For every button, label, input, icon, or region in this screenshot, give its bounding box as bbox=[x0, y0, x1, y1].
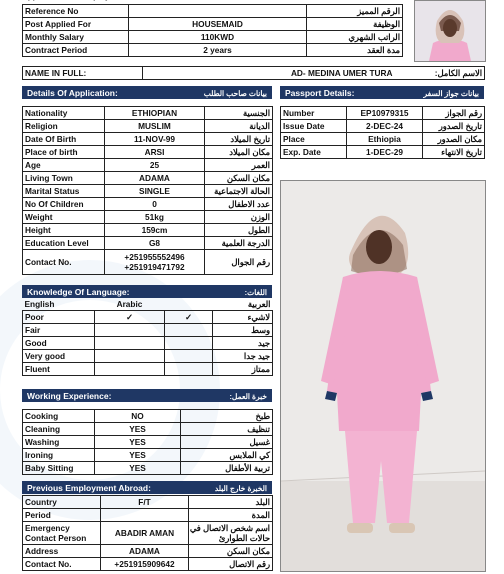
portrait-photo-full bbox=[280, 180, 486, 572]
language-level-label-ar: لاشيء bbox=[213, 311, 273, 324]
field-label-ar: الطول bbox=[205, 224, 273, 237]
prev-contact-value: +251915909642 bbox=[101, 558, 189, 571]
field-label: No Of Children bbox=[23, 198, 105, 211]
name-label: NAME IN FULL: bbox=[23, 67, 143, 80]
field-label: Religion bbox=[23, 120, 105, 133]
contact-values bbox=[105, 250, 205, 275]
table-row bbox=[23, 558, 273, 571]
field-label: Nationality bbox=[23, 107, 105, 120]
reference-label: Reference No bbox=[23, 5, 129, 18]
field-label: Age bbox=[23, 159, 105, 172]
language-level-label: Poor bbox=[23, 311, 95, 324]
table-row bbox=[23, 449, 273, 462]
emergency-label-1: Emergency bbox=[25, 523, 70, 533]
field-value: F/T bbox=[101, 496, 189, 509]
field-label-ar: مكان الميلاد bbox=[205, 146, 273, 159]
language-level-label: Fair bbox=[23, 324, 95, 337]
field-value bbox=[101, 509, 189, 522]
table-row bbox=[23, 172, 273, 185]
field-value: 25 bbox=[105, 159, 205, 172]
salary-label-ar: الراتب الشهري bbox=[307, 31, 403, 44]
contract-label-ar: مدة العقد bbox=[307, 44, 403, 57]
field-label-ar: تاريخ الميلاد bbox=[205, 133, 273, 146]
language-level-label-ar: جيد جدا bbox=[213, 350, 273, 363]
previous-title-ar: الخبرة خارج البلد bbox=[214, 484, 267, 493]
table-row bbox=[281, 120, 485, 133]
field-label-ar: تاريخ الانتهاء bbox=[423, 146, 485, 159]
english-check bbox=[95, 363, 165, 376]
field-value: YES bbox=[95, 449, 181, 462]
field-label-ar: تربية الأطفال bbox=[181, 462, 273, 475]
table-row bbox=[23, 250, 273, 275]
english-check bbox=[95, 324, 165, 337]
field-value: YES bbox=[95, 462, 181, 475]
language-title: Knowledge Of Language: bbox=[27, 287, 130, 297]
previous-title: Previous Employment Abroad: bbox=[27, 483, 151, 493]
prev-contact-label: Contact No. bbox=[23, 558, 101, 571]
address-value: ADAMA bbox=[101, 545, 189, 558]
emergency-label-ar bbox=[189, 522, 273, 545]
table-row bbox=[23, 545, 273, 558]
table-row bbox=[281, 146, 485, 159]
portrait-full-illustration bbox=[281, 181, 485, 571]
field-value: 51kg bbox=[105, 211, 205, 224]
field-label: Place of birth bbox=[23, 146, 105, 159]
field-label: Height bbox=[23, 224, 105, 237]
table-row bbox=[23, 423, 273, 436]
field-value: 2-DEC-24 bbox=[347, 120, 423, 133]
table-row bbox=[23, 298, 273, 311]
table-row bbox=[23, 146, 273, 159]
emergency-label bbox=[23, 522, 101, 545]
field-label: Ironing bbox=[23, 449, 95, 462]
english-check bbox=[95, 350, 165, 363]
field-label-ar: المدة bbox=[189, 509, 273, 522]
passport-title: Passport Details: bbox=[285, 88, 355, 98]
language-col-ar: العربية bbox=[247, 299, 271, 309]
field-label-ar: مكان السكن bbox=[205, 172, 273, 185]
field-label: Issue Date bbox=[281, 120, 347, 133]
table-row bbox=[23, 5, 403, 18]
address-label-ar: مكان السكن bbox=[189, 545, 273, 558]
field-value: ETHIOPIAN bbox=[105, 107, 205, 120]
field-value: 0 bbox=[105, 198, 205, 211]
name-value: AD- MEDINA UMER TURA bbox=[143, 67, 395, 80]
table-row bbox=[281, 133, 485, 146]
field-label: Washing bbox=[23, 436, 95, 449]
arabic-check bbox=[165, 337, 213, 350]
previous-table bbox=[22, 495, 273, 571]
contact-value-1: +251955552496 bbox=[124, 252, 185, 262]
field-value: YES bbox=[95, 423, 181, 436]
name-label-ar: الاسم الكامل: bbox=[395, 67, 485, 80]
field-value: MUSLIM bbox=[105, 120, 205, 133]
field-label: Date Of Birth bbox=[23, 133, 105, 146]
field-label: Period bbox=[23, 509, 101, 522]
previous-section-header bbox=[22, 481, 272, 494]
field-value: Ethiopia bbox=[347, 133, 423, 146]
language-col-english: English bbox=[24, 299, 55, 309]
field-label-ar: العمر bbox=[205, 159, 273, 172]
job-info-table bbox=[22, 4, 403, 57]
language-level-label: Very good bbox=[23, 350, 95, 363]
table-row bbox=[23, 159, 273, 172]
table-row bbox=[23, 350, 273, 363]
table-row bbox=[23, 363, 273, 376]
language-level-label: Fluent bbox=[23, 363, 95, 376]
field-value: NO bbox=[95, 410, 181, 423]
prev-contact-label-ar: رقم الاتصال bbox=[189, 558, 273, 571]
document-title bbox=[22, 0, 129, 1]
experience-title-ar: خبرة العمل: bbox=[229, 392, 267, 401]
english-check: ✓ bbox=[95, 311, 165, 324]
table-row bbox=[23, 509, 273, 522]
application-title-ar: بيانات صاحب الطلب bbox=[203, 89, 267, 98]
address-label: Address bbox=[23, 545, 101, 558]
table-row bbox=[23, 133, 273, 146]
emergency-label-2: Contact Person bbox=[25, 533, 87, 543]
arabic-check: ✓ bbox=[165, 311, 213, 324]
english-check bbox=[95, 337, 165, 350]
application-section-header bbox=[22, 86, 272, 99]
language-col-arabic: Arabic bbox=[116, 299, 143, 309]
field-value: 159cm bbox=[105, 224, 205, 237]
field-label-ar: غسيل bbox=[181, 436, 273, 449]
application-title: Details Of Application: bbox=[27, 88, 118, 98]
field-label-ar: الوزن bbox=[205, 211, 273, 224]
passport-title-ar: بيانات جواز السفر bbox=[423, 89, 479, 98]
post-label: Post Applied For bbox=[23, 18, 129, 31]
portrait-photo-small bbox=[414, 0, 486, 62]
language-level-label-ar: وسط bbox=[213, 324, 273, 337]
experience-table bbox=[22, 409, 273, 475]
field-value: ARSI bbox=[105, 146, 205, 159]
passport-section-header bbox=[280, 86, 484, 99]
table-row bbox=[23, 198, 273, 211]
field-value: YES bbox=[95, 436, 181, 449]
field-label-ar: عدد الاطفال bbox=[205, 198, 273, 211]
field-label-ar: طبخ bbox=[181, 410, 273, 423]
passport-table bbox=[280, 106, 485, 159]
field-label: Living Town bbox=[23, 172, 105, 185]
contract-value: 2 years bbox=[129, 44, 307, 57]
table-row bbox=[23, 224, 273, 237]
contact-label-ar: رقم الجوال bbox=[205, 250, 273, 275]
table-row bbox=[23, 120, 273, 133]
field-label-ar: الجنسية bbox=[205, 107, 273, 120]
field-label-ar: رقم الجواز bbox=[423, 107, 485, 120]
field-label-ar: الديانة bbox=[205, 120, 273, 133]
table-row bbox=[23, 462, 273, 475]
language-title-ar: اللغات: bbox=[244, 288, 267, 297]
contact-value-2: +251919471792 bbox=[124, 262, 185, 272]
field-value: SINGLE bbox=[105, 185, 205, 198]
field-label: Cleaning bbox=[23, 423, 95, 436]
field-label-ar: الدرجة العلمية bbox=[205, 237, 273, 250]
table-row bbox=[23, 522, 273, 545]
table-row bbox=[23, 44, 403, 57]
table-row bbox=[23, 436, 273, 449]
field-value: 1-DEC-29 bbox=[347, 146, 423, 159]
post-label-ar: الوظيفة bbox=[307, 18, 403, 31]
table-row bbox=[281, 107, 485, 120]
table-row bbox=[23, 18, 403, 31]
reference-value bbox=[129, 5, 307, 18]
field-label: Weight bbox=[23, 211, 105, 224]
field-value: 11-NOV-99 bbox=[105, 133, 205, 146]
field-label: Place bbox=[281, 133, 347, 146]
arabic-check bbox=[165, 363, 213, 376]
table-row bbox=[23, 107, 273, 120]
language-level-label: Good bbox=[23, 337, 95, 350]
table-row bbox=[23, 185, 273, 198]
field-label: Cooking bbox=[23, 410, 95, 423]
salary-value: 110KWD bbox=[129, 31, 307, 44]
table-row bbox=[23, 410, 273, 423]
arabic-check bbox=[165, 350, 213, 363]
contract-label: Contract Period bbox=[23, 44, 129, 57]
reference-label-ar: الرقم المميز bbox=[307, 5, 403, 18]
field-label: Baby Sitting bbox=[23, 462, 95, 475]
full-name-table bbox=[22, 66, 485, 80]
portrait-small-illustration bbox=[415, 1, 485, 61]
experience-section-header bbox=[22, 389, 272, 402]
contact-label: Contact No. bbox=[23, 250, 105, 275]
table-row bbox=[23, 31, 403, 44]
application-table bbox=[22, 106, 273, 275]
field-label: Country bbox=[23, 496, 101, 509]
field-value: ADAMA bbox=[105, 172, 205, 185]
table-row bbox=[23, 211, 273, 224]
arabic-check bbox=[165, 324, 213, 337]
language-level-label-ar: جيد bbox=[213, 337, 273, 350]
language-level-label-ar: ممتاز bbox=[213, 363, 273, 376]
emergency-label-ar-2: حالات الطوارئ bbox=[218, 533, 270, 543]
field-value: G8 bbox=[105, 237, 205, 250]
table-row bbox=[23, 337, 273, 350]
table-row bbox=[23, 496, 273, 509]
table-row bbox=[23, 67, 485, 80]
field-label: Education Level bbox=[23, 237, 105, 250]
field-label-ar: الحالة الاجتماعية bbox=[205, 185, 273, 198]
field-label-ar: كي الملابس bbox=[181, 449, 273, 462]
experience-title: Working Experience: bbox=[27, 391, 112, 401]
salary-label: Monthly Salary bbox=[23, 31, 129, 44]
field-label: Marital Status bbox=[23, 185, 105, 198]
language-section-header bbox=[22, 285, 272, 298]
field-label-ar: تاريخ الصدور bbox=[423, 120, 485, 133]
field-label: Exp. Date bbox=[281, 146, 347, 159]
table-row bbox=[23, 311, 273, 324]
language-table bbox=[22, 298, 273, 376]
emergency-value: ABADIR AMAN bbox=[101, 522, 189, 545]
emergency-label-ar-1: اسم شخص الاتصال في bbox=[189, 523, 270, 533]
table-row bbox=[23, 237, 273, 250]
field-label-ar: مكان الصدور bbox=[423, 133, 485, 146]
field-label-ar: تنظيف bbox=[181, 423, 273, 436]
field-label-ar: البلد bbox=[189, 496, 273, 509]
field-label: Number bbox=[281, 107, 347, 120]
post-value: HOUSEMAID bbox=[129, 18, 307, 31]
field-value: EP10979315 bbox=[347, 107, 423, 120]
table-row bbox=[23, 324, 273, 337]
